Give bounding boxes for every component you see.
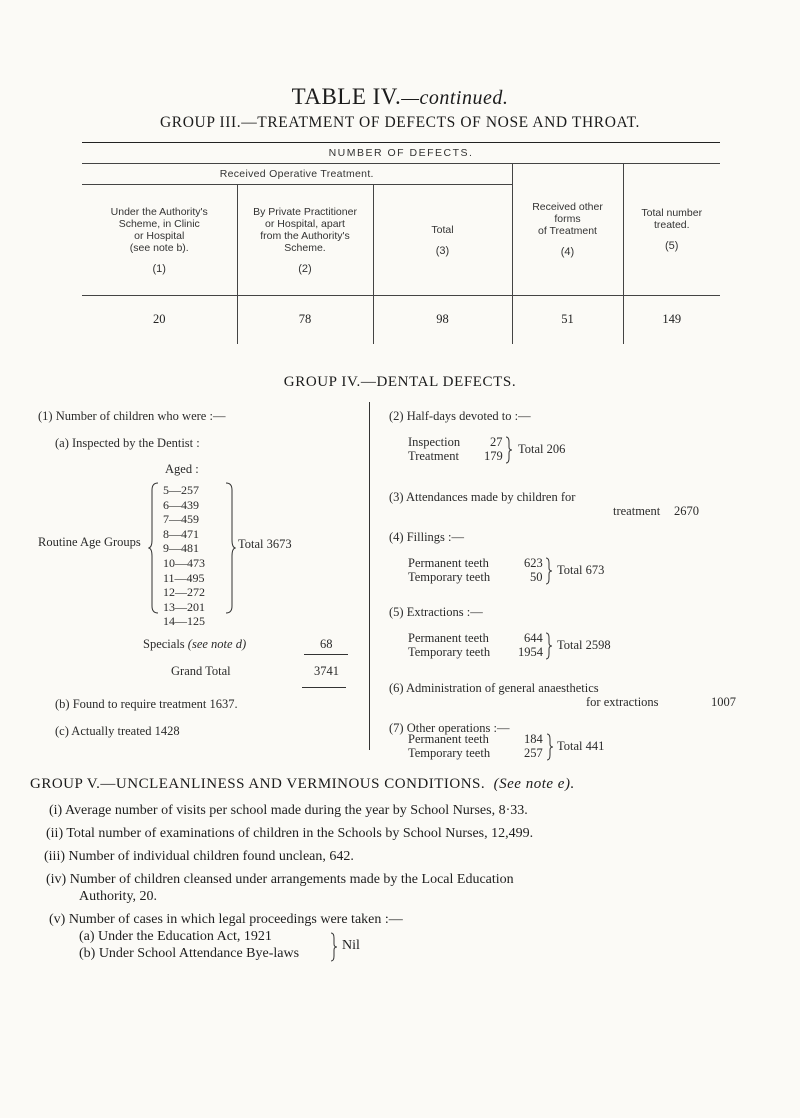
group5-item-vb: (b) Under School Attendance Bye-laws bbox=[79, 946, 300, 961]
inspection-value: 27 bbox=[490, 435, 503, 449]
item-6: (6) Administration of general anaesthetics bbox=[389, 681, 599, 695]
halfdays-total: Total 206 bbox=[518, 442, 566, 456]
column-number: (5) bbox=[665, 240, 679, 252]
group5-item-iv: (iv) Number of children cleansed under arrangements made by the Local Education bbox=[46, 872, 514, 887]
group5-item-iv-cont: Authority, 20. bbox=[79, 889, 158, 904]
column-header-line: treated. bbox=[653, 219, 690, 231]
column-header-private-practitioner bbox=[237, 185, 373, 296]
brace-icon bbox=[330, 932, 338, 962]
brace-icon bbox=[546, 733, 554, 761]
item-1b: (b) Found to require treatment 1637. bbox=[55, 697, 238, 711]
column-number: (2) bbox=[298, 262, 312, 275]
table-cell: 20 bbox=[82, 296, 237, 344]
item-1a: (a) Inspected by the Dentist : bbox=[55, 436, 200, 450]
extractions-permanent-value: 644 bbox=[524, 631, 543, 645]
fillings-permanent-value: 623 bbox=[524, 556, 543, 570]
column-number: (3) bbox=[435, 244, 450, 257]
extractions-temporary-value: 1954 bbox=[518, 645, 543, 659]
column-header-total bbox=[373, 185, 512, 296]
list-item: 7—459 bbox=[163, 512, 199, 527]
brace-icon bbox=[545, 632, 553, 660]
group4-heading: GROUP IV.—DENTAL DEFECTS. bbox=[283, 374, 517, 390]
list-item: 9—481 bbox=[163, 541, 199, 556]
extractions-temporary-label: Temporary teeth bbox=[408, 645, 491, 659]
treatment-value: 179 bbox=[484, 449, 503, 463]
fillings-temporary-value: 50 bbox=[530, 570, 543, 584]
item-7: (7) Other operations :— bbox=[389, 721, 510, 735]
list-item: 5—257 bbox=[163, 483, 199, 497]
table-cell: 51 bbox=[512, 296, 623, 344]
other-operations-total: Total 441 bbox=[557, 739, 605, 753]
column-header-line: or Hospital, apart bbox=[265, 217, 345, 230]
fillings-total: Total 673 bbox=[557, 563, 605, 577]
specials-label: Specials bbox=[143, 637, 185, 651]
column-header-total-treated bbox=[623, 164, 720, 296]
brace-icon bbox=[505, 436, 513, 464]
rule bbox=[304, 654, 348, 655]
group5-item-va: (a) Under the Education Act, 1921 bbox=[79, 929, 272, 944]
item-1c: (c) Actually treated 1428 bbox=[55, 724, 180, 738]
item-4: (4) Fillings :— bbox=[389, 530, 465, 544]
item-6-label: for extractions bbox=[586, 695, 659, 709]
column-header-line: forms bbox=[554, 213, 581, 225]
other-temporary-label: Temporary teeth bbox=[408, 746, 491, 760]
list-item: 12—272 bbox=[163, 585, 205, 600]
column-header-line: Received other bbox=[532, 201, 603, 213]
list-item: 13—201 bbox=[163, 599, 205, 614]
other-temporary-value: 257 bbox=[524, 746, 543, 760]
item-5: (5) Extractions :— bbox=[389, 605, 483, 619]
treatment-label: Treatment bbox=[408, 449, 459, 463]
age-group-list bbox=[163, 483, 219, 629]
group5-heading: GROUP V.—UNCLEANLINESS AND VERMINOUS CONDITIONS. (See note e). bbox=[30, 776, 575, 792]
routine-total: Total 3673 bbox=[238, 537, 292, 551]
extractions-total: Total 2598 bbox=[557, 638, 611, 652]
list-item: 8—471 bbox=[163, 526, 199, 541]
other-permanent-value: 184 bbox=[524, 732, 543, 746]
column-header-line: of Treatment bbox=[538, 225, 597, 237]
group5-item-v: (v) Number of cases in which legal proceedings were taken :— bbox=[49, 912, 403, 927]
table-cell: 78 bbox=[237, 296, 373, 344]
grand-total-label: Grand Total bbox=[171, 664, 231, 678]
item-1: (1) Number of children who were :— bbox=[38, 409, 226, 423]
item-6-value: 1007 bbox=[711, 695, 736, 709]
column-header-line: (see note b). bbox=[129, 241, 189, 254]
right-brace-icon bbox=[224, 482, 236, 614]
fillings-temporary-label: Temporary teeth bbox=[408, 570, 491, 584]
group5-note: (See note e). bbox=[493, 776, 575, 792]
table-cell: 98 bbox=[373, 296, 512, 344]
extractions-permanent-label: Permanent teeth bbox=[408, 631, 489, 645]
grand-total-value: 3741 bbox=[314, 664, 339, 678]
page-title: TABLE IV.—continued. bbox=[291, 84, 509, 109]
list-item: 6—439 bbox=[163, 497, 199, 512]
aged-heading: Aged : bbox=[165, 462, 199, 476]
item-3-treatment-label: treatment bbox=[613, 504, 661, 518]
defects-table bbox=[82, 142, 720, 344]
specials-value: 68 bbox=[320, 637, 333, 651]
column-header-line: Scheme. bbox=[284, 241, 326, 254]
table-header-received-operative: Received Operative Treatment. bbox=[82, 164, 512, 185]
table-header-number-of-defects: NUMBER OF DEFECTS. bbox=[82, 143, 720, 164]
list-item: 14—125 bbox=[163, 614, 205, 629]
routine-age-groups-label: Routine Age Groups bbox=[38, 535, 141, 549]
inspection-label: Inspection bbox=[408, 435, 461, 449]
column-header-line: Under the Authority's bbox=[110, 205, 208, 218]
list-item: 11—495 bbox=[163, 570, 205, 585]
column-header-authority-scheme bbox=[82, 185, 237, 296]
item-3: (3) Attendances made by children for bbox=[389, 490, 576, 504]
column-header-line: Total bbox=[431, 223, 454, 236]
other-permanent-label-text: Permanent teeth bbox=[408, 732, 489, 746]
column-number: (4) bbox=[560, 246, 575, 258]
group5-item-ii: (ii) Total number of examinations of children in the Schools by School Nurses, 12,499. bbox=[46, 826, 534, 841]
brace-icon bbox=[545, 557, 553, 585]
column-header-line: By Private Practitioner bbox=[253, 205, 357, 218]
rule bbox=[302, 687, 346, 688]
item-3-value: 2670 bbox=[674, 504, 699, 518]
column-header-line: Scheme, in Clinic bbox=[118, 217, 200, 230]
column-header-line: or Hospital bbox=[134, 229, 185, 242]
column-header-other-forms bbox=[512, 164, 623, 296]
group5-item-i: (i) Average number of visits per school made during the year by School Nurses, 8·33. bbox=[49, 803, 528, 818]
specials-row bbox=[143, 637, 246, 652]
column-divider bbox=[369, 402, 370, 750]
specials-note: (see note d) bbox=[187, 637, 247, 651]
left-brace-icon bbox=[148, 482, 160, 614]
column-header-line: Total number bbox=[641, 207, 703, 219]
other-permanent-row bbox=[408, 732, 489, 747]
column-header-line: from the Authority's bbox=[260, 229, 350, 242]
column-number: (1) bbox=[152, 262, 166, 275]
group3-heading: GROUP III.—TREATMENT OF DEFECTS OF NOSE AND THROAT. bbox=[160, 114, 640, 131]
fillings-permanent-label: Permanent teeth bbox=[408, 556, 489, 570]
list-item: 10—473 bbox=[163, 555, 205, 570]
table-row bbox=[82, 296, 720, 344]
group5-item-v-value: Nil bbox=[342, 938, 360, 953]
table-cell: 149 bbox=[662, 312, 682, 327]
group5-item-iii: (iii) Number of individual children found unclean, 642. bbox=[44, 849, 354, 864]
item-2: (2) Half-days devoted to :— bbox=[389, 409, 531, 423]
